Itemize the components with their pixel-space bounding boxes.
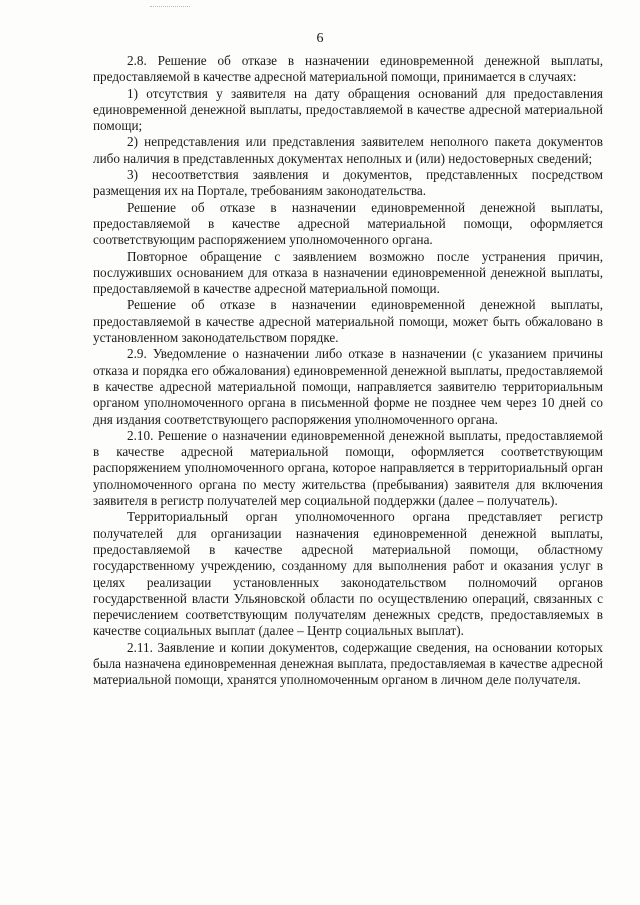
list-item-1: 1) отсутствия у заявителя на дату обращения оснований для предоставления единовременной денежной выплаты, предоставляемой в качестве адресной материальной помощи; bbox=[93, 85, 603, 134]
paragraph-2-8: 2.8. Решение об отказе в назначении единовременной денежной выплаты, предоставляемой в качестве адресной материальной помощи, принимается в случаях: bbox=[93, 53, 603, 85]
list-item-3: 3) несоответствия заявления и документов, представленных посредством размещения их на Портале, требованиям законодательства. bbox=[93, 167, 603, 199]
paragraph-refusal-decision: Решение об отказе в назначении единовременной денежной выплаты, предоставляемой в качестве адресной материальной помощи, оформляется соответствующим распоряжением уполномоченного органа. bbox=[93, 199, 603, 248]
paragraph-2-9: 2.9. Уведомление о назначении либо отказе в назначении (с указанием причины отказа и порядка его обжалования) единовременной денежной выплаты, предоставляемой в качестве адресной материальной помощи, направляется заявителю территориальным органом уполномоченного органа в письменной форме не позднее чем через 10 дней со дня издания соответствующего распоряжения уполномоченного органа. bbox=[93, 346, 603, 427]
paragraph-2-10: 2.10. Решение о назначении единовременной денежной выплаты, предоставляемой в качестве адресной материальной помощи, оформляется соответствующим распоряжением уполномоченного органа, которое направляется в территориальный орган уполномоченного органа по месту жительства (пребывания) заявителя для включения заявителя в регистр получателей мер социальной поддержки (далее – получатель). bbox=[93, 427, 603, 509]
paragraph-appeal: Решение об отказе в назначении единовременной денежной выплаты, предоставляемой в качестве адресной материальной помощи, может быть обжаловано в установленном законодательством порядке. bbox=[93, 297, 603, 346]
paragraph-repeat-application: Повторное обращение с заявлением возможно после устранения причин, послуживших основанием для отказа в назначении единовременной денежной выплаты, предоставляемой в качестве адресной материальной помощи. bbox=[93, 248, 603, 297]
paragraph-2-11: 2.11. Заявление и копии документов, содержащие сведения, на основании которых была назначена единовременная денежная выплата, предоставляемая в качестве адресной материальной помощи, хранятся уполномоченным органом в личном деле получателя. bbox=[93, 639, 603, 688]
list-item-2: 2) непредставления или представления заявителем неполного пакета документов либо наличия в представленных документах неполных и (или) недостоверных сведений; bbox=[93, 134, 603, 166]
scan-artifact bbox=[150, 6, 190, 8]
page-number: 6 bbox=[316, 31, 324, 46]
document-body bbox=[93, 53, 603, 689]
paragraph-territorial-body: Территориальный орган уполномоченного органа представляет регистр получателей для организации назначения единовременной денежной выплаты, предоставляемой в качестве адресной материальной помощи, областному государственному учреждению, созданному для выполнения работ и оказания услуг в целях реализации установленных законодательством полномочий органов государственной власти Ульяновской области по осуществлению операций, связанных с перечислением соответствующим получателям денежных средств, предоставляемых в качестве социальных выплат (далее – Центр социальных выплат). bbox=[93, 509, 603, 639]
